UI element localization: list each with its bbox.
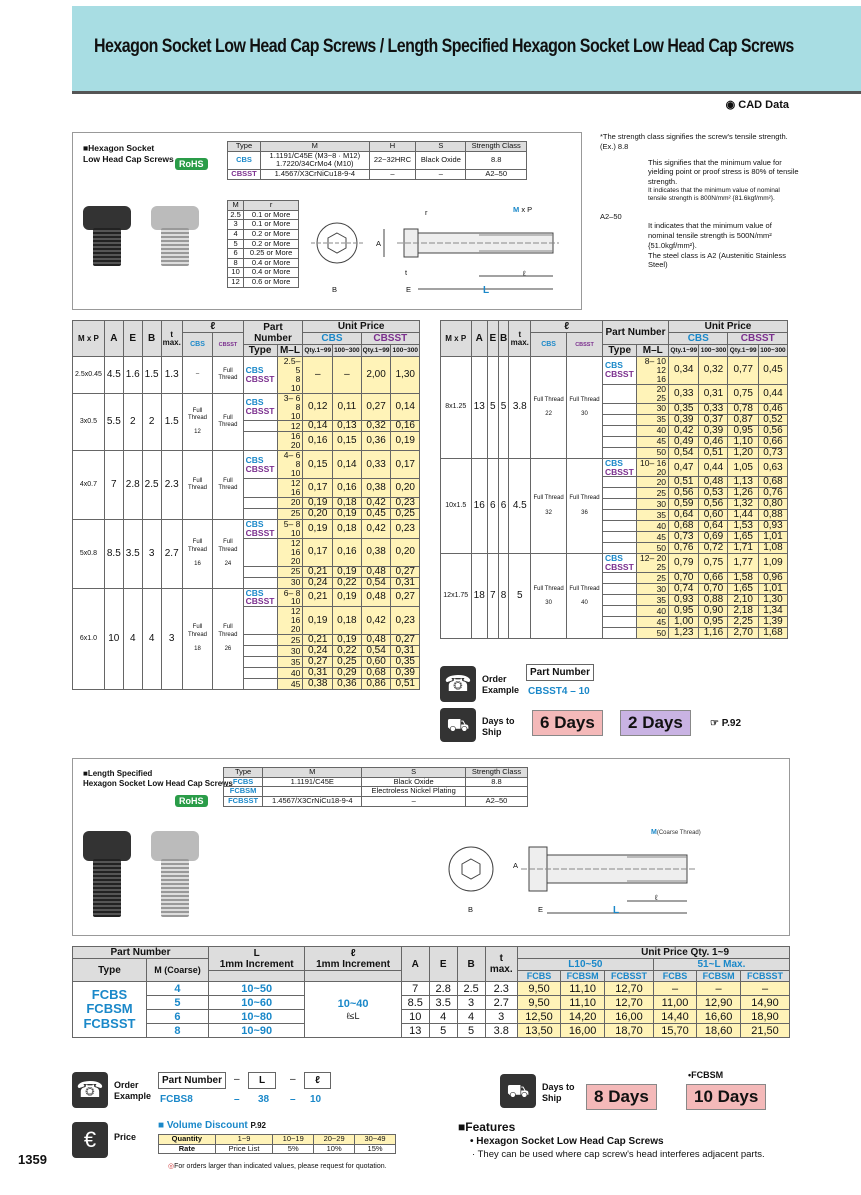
table-row: 40 0,31 0,29 0,68 0,39 [73,668,420,679]
table-row: 12 0,14 0,13 0,32 0,16 [73,421,420,432]
table-row: 30 0,59 0,56 1,32 0,80 [441,499,788,510]
hdr-mxp: M x P [73,321,105,357]
table-row: 45 0,49 0,46 1,10 0,66 [441,436,788,447]
dim-e: E [406,285,412,294]
mid-material-table: Type M S Strength Class FCBS 1.1191/C45E Black Oxide 8.8 FCBSM Electroless Nickel Plating FCBSST 1.4567/X3CrNiCu18-9-4 – A2–50 [223,767,528,807]
table-row: 35 0,64 0,60 1,44 0,88 [441,510,788,521]
table-row: 50 1,23 1,16 2,70 1,68 [441,628,788,639]
price-label: Price [114,1132,137,1142]
table-row: 4x0.7 7 2.8 2.5 2.3 Full Thread Full Thread CBS CBSST 4– 6 8 10 0,15 0,14 0,33 0,17 [73,451,420,479]
days-fcbsm: 10 Days [686,1084,766,1110]
dim-b-2: B [468,905,474,914]
fcbsm-note: •FCBSM [688,1070,724,1080]
note-tensile-a2: It indicates that the minimum value of nominal tensile strength is 500N/mm² {51.0kgf/mm²}. [648,221,772,250]
product-label: ■Hexagon Socket Low Head Cap Screws [83,143,174,164]
table-row: 50 0,54 0,51 1,20 0,73 [441,447,788,458]
table-row: 8 10~90 13 5 5 3.8 13,50 16,00 18,70 15,70 18,60 21,50 [73,1024,790,1038]
rohs-badge: RoHS [175,158,208,170]
dim-r: r [425,208,428,217]
ship-label-2: Days to Ship [542,1082,575,1103]
table-row: 40 0,68 0,64 1,53 0,93 [441,521,788,532]
days-cbs: 6 Days [532,710,603,736]
table-row: 35 0,39 0,37 0,87 0,52 [441,414,788,425]
order2-v1: FCBS8 [160,1094,193,1105]
table-row: 12x1.75 18 7 8 5 Full Thread 30 Full Thread 40 CBS CBSST 12– 20 25 0,79 0,75 1,77 1,09 [441,554,788,573]
volume-discount-title: ■ Volume Discount P.92 [158,1120,266,1131]
order2-v3: 10 [310,1094,322,1105]
table-row: 25 0,21 0,19 0,48 0,27 [73,566,420,577]
note-a2: A2–50 [600,211,622,221]
silver-screw-image [151,206,199,230]
table-row: 45 1,00 0,95 2,25 1,39 [441,617,788,628]
price-grid: M x P A E B t max. ℓ Part Number Unit Price CBS CBSST CBS CBSST Type M–L Qty.1~99 100~300 Qty.1~99 100~300 8x1.25 13 5 5 3.8 Full Thread 22 Full Thread 30 CBS CBSST 8– 10 12 16 0,34 0,32 0,77 0,45 20 25 0,33 0,31 0,75 0,44 30 0,35 0,33 0,78 0,46 35 0,39 0,37 0,87 0,52 40 0,42 0,39 0,95 0,56 45 0,49 0,46 1,10 0,66 50 0,54 0,51 1,20 0,73 10x1.5 16 6 6 4.5 Full Thread 32 Full Thread 36 CBS CBSST 10– 16 20 0,47 0,44 1,05 0,63 20 0,51 0,48 1,13 0,68 25 0,56 0,53 1,26 0,76 30 0,59 0,56 1,32 0,80 35 0,64 0,60 1,44 0,88 40 0,68 0,64 1,53 0,93 45 0,73 0,69 1,65 1,01 50 0,76 0,72 1,71 1,08 12x1.75 18 7 8 5 Full Thread 30 Full Thread 40 CBS CBSST 12– 20 25 0,79 0,75 1,77 1,09 25 0,70 0,66 1,58 0,96 30 0,74 0,70 1,65 1,01 35 0,93 0,88 2,10 1,30 40 0,95 0,90 2,18 1,34 45 1,00 0,95 2,25 1,39 50 1,23 1,16 2,70 1,68 [440,320,788,639]
order2-l-box: L [248,1072,276,1089]
order-example-2 [72,1070,472,1110]
page-number: 1359 [18,1152,47,1167]
table-row: 5x0.8 8.5 3.5 3 2.7 Full Thread 16 Full Thread 24 CBS CBSST 5– 8 10 0,19 0,18 0,42 0,23 [73,519,420,538]
table-row: 40 0,95 0,90 2,18 1,34 [441,606,788,617]
table-row: 3x0.5 5.5 2 2 1.5 Full Thread 12 Full Thread CBS CBSST 3– 6 8 10 0,12 0,11 0,27 0,14 [73,393,420,421]
dim-t: t [405,268,408,277]
price-table-right [440,320,788,639]
euro-icon: € [72,1122,108,1158]
strength-notes [600,132,800,270]
features-item: • Hexagon Socket Low Head Cap Screws [470,1136,664,1147]
material-table: Type M H S Strength Class CBS 1.1191/C45E (M3~8 · M12) 1.7220/34CrMo4 (M10) 22~32HRC Black Oxide 8.8 CBSST 1.4567/X3CrNiCu18-9-4 – – A2–50 [227,141,527,180]
table-row: 30 0,24 0,22 0,54 0,31 [73,646,420,657]
top-product-box [72,132,582,310]
cad-icon: ◉ [725,99,739,111]
page-title: Hexagon Socket Low Head Cap Screws / Length Specified Hexagon Socket Low Head Cap Screws [94,36,794,57]
table-row: 50 0,76 0,72 1,71 1,08 [441,543,788,554]
ship-label: Days to Ship [482,716,515,737]
dim-b: B [332,285,338,294]
page-ref[interactable]: ☞ P.92 [710,718,742,729]
features-desc: · They can be used where cap screw's head interferes adjacent parts. [472,1149,765,1160]
table-row: 45 0,38 0,36 0,86 0,51 [73,679,420,690]
dim-l: L [483,285,490,296]
mid-product-box [72,758,790,936]
dim-mxp: M x P [513,205,533,214]
table-row: 20 0,51 0,48 1,13 0,68 [441,477,788,488]
black-screw-image [83,206,131,230]
fcbs-price-table [72,946,790,1038]
screw-diagram-2 [441,829,771,929]
order-example-1 [440,662,790,747]
black-screw-image-2 [83,831,131,861]
price-note: ◎For orders larger than indicated values, please request for quotation. [168,1163,387,1170]
dim-e-2: E [538,905,544,914]
dash-1: – [234,1074,240,1085]
black-screw-thread-2 [93,859,121,917]
days-cbsst: 2 Days [620,710,691,736]
silver-screw-thread-2 [161,859,189,917]
order-label: Order Example [482,674,520,695]
table-row: 25 0,21 0,19 0,48 0,27 [73,635,420,646]
table-row: FCBS FCBSM FCBSST 4 10~50 10~40 ℓ≤L 7 2.8 2.5 2.3 9,50 11,10 12,70 – – – [73,982,790,996]
hdr-mxp: M x P [441,321,472,357]
note-tensile-88: It indicates that the minimum value of nominal tensile strength is 800N/mm² {81.6kgf/mm²}. [648,186,780,203]
table-row: 25 0,20 0,19 0,45 0,25 [73,508,420,519]
table-row: 16 20 0,16 0,15 0,36 0,19 [73,432,420,451]
table-row: 5 10~60 8.5 3.5 3 2.7 9,50 11,10 12,70 11,00 12,90 14,90 [73,996,790,1010]
table-row: 45 0,73 0,69 1,65 1,01 [441,532,788,543]
order2-dash1: – [234,1094,240,1105]
dim-a-2: A [513,861,519,870]
table-row: 40 0,42 0,39 0,95 0,56 [441,425,788,436]
order-label-2: Order Example [114,1080,152,1101]
table-row: 20 0,19 0,18 0,42 0,23 [73,497,420,508]
silver-screw-thread [161,228,189,266]
order-pn: CBSST4 – 10 [528,686,590,697]
dim-ell: ℓ [523,269,526,278]
note-example: (Ex.) 8.8 [600,141,629,151]
ship-block-2 [500,1070,790,1115]
table-row: 30 0,35 0,33 0,78 0,46 [441,403,788,414]
table-row: 20 25 0,33 0,31 0,75 0,44 [441,384,788,403]
phone-icon: ☎ [440,666,476,702]
cad-data-link[interactable]: ◉ CAD Data [725,99,789,111]
table-row: 35 0,93 0,88 2,10 1,30 [441,595,788,606]
table-row: 12 16 0,17 0,16 0,38 0,20 [73,479,420,498]
note-yield: This signifies that the minimum value for yielding point or proof stress is 80% of tensile strength. [648,157,799,186]
table-row: 12 16 20 0,19 0,18 0,42 0,23 [73,607,420,635]
features [458,1120,788,1160]
truck-icon-2: ⛟ [500,1074,536,1108]
dash-2: – [290,1074,296,1085]
table-row: 6 10~80 10 4 4 3 12,50 14,20 16,00 14,40 16,60 18,90 [73,1010,790,1024]
black-screw-thread [93,228,121,266]
price-table-left [72,320,420,690]
table-row: 25 0,56 0,53 1,26 0,76 [441,488,788,499]
dim-ell-2: ℓ [655,893,658,902]
price-grid: M x P A E B t max. ℓ Part Number Unit Price CBS CBSST CBS CBSST Type M–L Qty.1~99 100~300 Qty.1~99 100~300 2.5x0.45 4.5 1.6 1.5 1.3 – Full Thread CBS CBSST 2.5– 5 8 10 – – 2,00 1,30 3x0.5 5.5 2 2 1.5 Full Thread 12 Full Thread CBS CBSST 3– 6 8 10 0,12 0,11 0,27 0,14 12 0,14 0,13 0,32 0,16 16 20 0,16 0,15 0,36 0,19 4x0.7 7 2.8 2.5 2.3 Full Thread Full Thread CBS CBSST 4– 6 8 10 0,15 0,14 0,33 0,17 12 16 0,17 0,16 0,38 0,20 20 0,19 0,18 0,42 0,23 25 0,20 0,19 0,45 0,25 5x0.8 8.5 3.5 3 2.7 Full Thread 16 Full Thread 24 CBS CBSST 5– 8 10 0,19 0,18 0,42 0,23 12 16 20 0,17 0,16 0,38 0,20 25 0,21 0,19 0,48 0,27 30 0,24 0,22 0,54 0,31 6x1.0 10 4 4 3 Full Thread 18 Full Thread 26 CBS CBSST 6– 8 10 0,21 0,19 0,48 0,27 12 16 20 0,19 0,18 0,42 0,23 25 0,21 0,19 0,48 0,27 30 0,24 0,22 0,54 0,31 35 0,27 0,25 0,60 0,35 40 0,31 0,29 0,68 0,39 45 0,38 0,36 0,86 0,51 [72,320,420,690]
table-row: 2.5x0.45 4.5 1.6 1.5 1.3 – Full Thread CBS CBSST 2.5– 5 8 10 – – 2,00 1,30 [73,357,420,394]
fcbs-grid: Part Number L 1mm Increment ℓ 1mm Increment A E B t max. Unit Price Qty. 1~9 Type M (Coarse) L10~50 51~L Max. FCBS FCBSM FCBSST FCBS FCBSM FCBSST FCBS FCBSM FCBSST 4 10~50 10~40 ℓ≤L 7 2.8 2.5 2.3 9,50 11,10 12,70 – – – 5 10~60 8.5 3.5 3 2.7 9,50 11,10 12,70 11,00 12,90 14,90 6 10~80 10 4 4 3 12,50 14,20 16,00 14,40 16,60 18,90 8 10~90 13 5 5 3.8 13,50 16,00 18,70 15,70 18,60 21,50 [72,946,790,1038]
table-row: 12 16 20 0,17 0,16 0,38 0,20 [73,538,420,566]
r-table: M r 2.5 0.1 or More 3 0.1 or More 4 0.2 or More 5 0.2 or More 6 0.25 or More 8 0.4 or More 10 0.4 or More 12 0.6 or More [227,200,299,288]
note-title: *The strength class signifies the screw's tensile strength. [600,132,788,141]
order2-dash2: – [290,1094,296,1105]
table-row: 30 0,74 0,70 1,65 1,01 [441,584,788,595]
rohs-badge-2: RoHS [175,795,208,807]
table-row: 10x1.5 16 6 6 4.5 Full Thread 32 Full Thread 36 CBS CBSST 10– 16 20 0,47 0,44 1,05 0,63 [441,458,788,477]
order2-ell-box: ℓ [304,1072,331,1089]
table-row: 35 0,27 0,25 0,60 0,35 [73,657,420,668]
truck-icon: ⛟ [440,708,476,742]
volume-discount-table: Quantity 1~9 10~19 20~29 30~49 Rate Price List 5% 10% 15% [158,1134,396,1154]
screw-diagram [309,201,569,301]
header-banner [72,6,861,94]
table-row: 8x1.25 13 5 5 3.8 Full Thread 22 Full Thread 30 CBS CBSST 8– 10 12 16 0,34 0,32 0,77 0,45 [441,357,788,385]
phone-icon-2: ☎ [72,1072,108,1108]
days-fcbs: 8 Days [586,1084,657,1110]
table-row: 30 0,24 0,22 0,54 0,31 [73,577,420,588]
dim-m-coarse: M(Coarse Thread) [651,829,701,836]
order-pn-box: Part Number [526,664,594,681]
order2-v2: 38 [258,1094,270,1105]
features-title: ■Features [458,1120,516,1134]
table-row: 6x1.0 10 4 4 3 Full Thread 18 Full Thread 26 CBS CBSST 6– 8 10 0,21 0,19 0,48 0,27 [73,588,420,607]
note-steel-class: The steel class is A2 (Austenitic Stainless Steel) [648,250,786,270]
order2-pn-box: Part Number [158,1072,226,1089]
dim-l-2: L [613,905,620,916]
table-row: 25 0,70 0,66 1,58 0,96 [441,573,788,584]
mid-product-label: ■Length Specified Hexagon Socket Low Head Cap Screws [83,769,233,788]
price-block [72,1120,402,1180]
silver-screw-image-2 [151,831,199,861]
dim-a: A [376,239,382,248]
